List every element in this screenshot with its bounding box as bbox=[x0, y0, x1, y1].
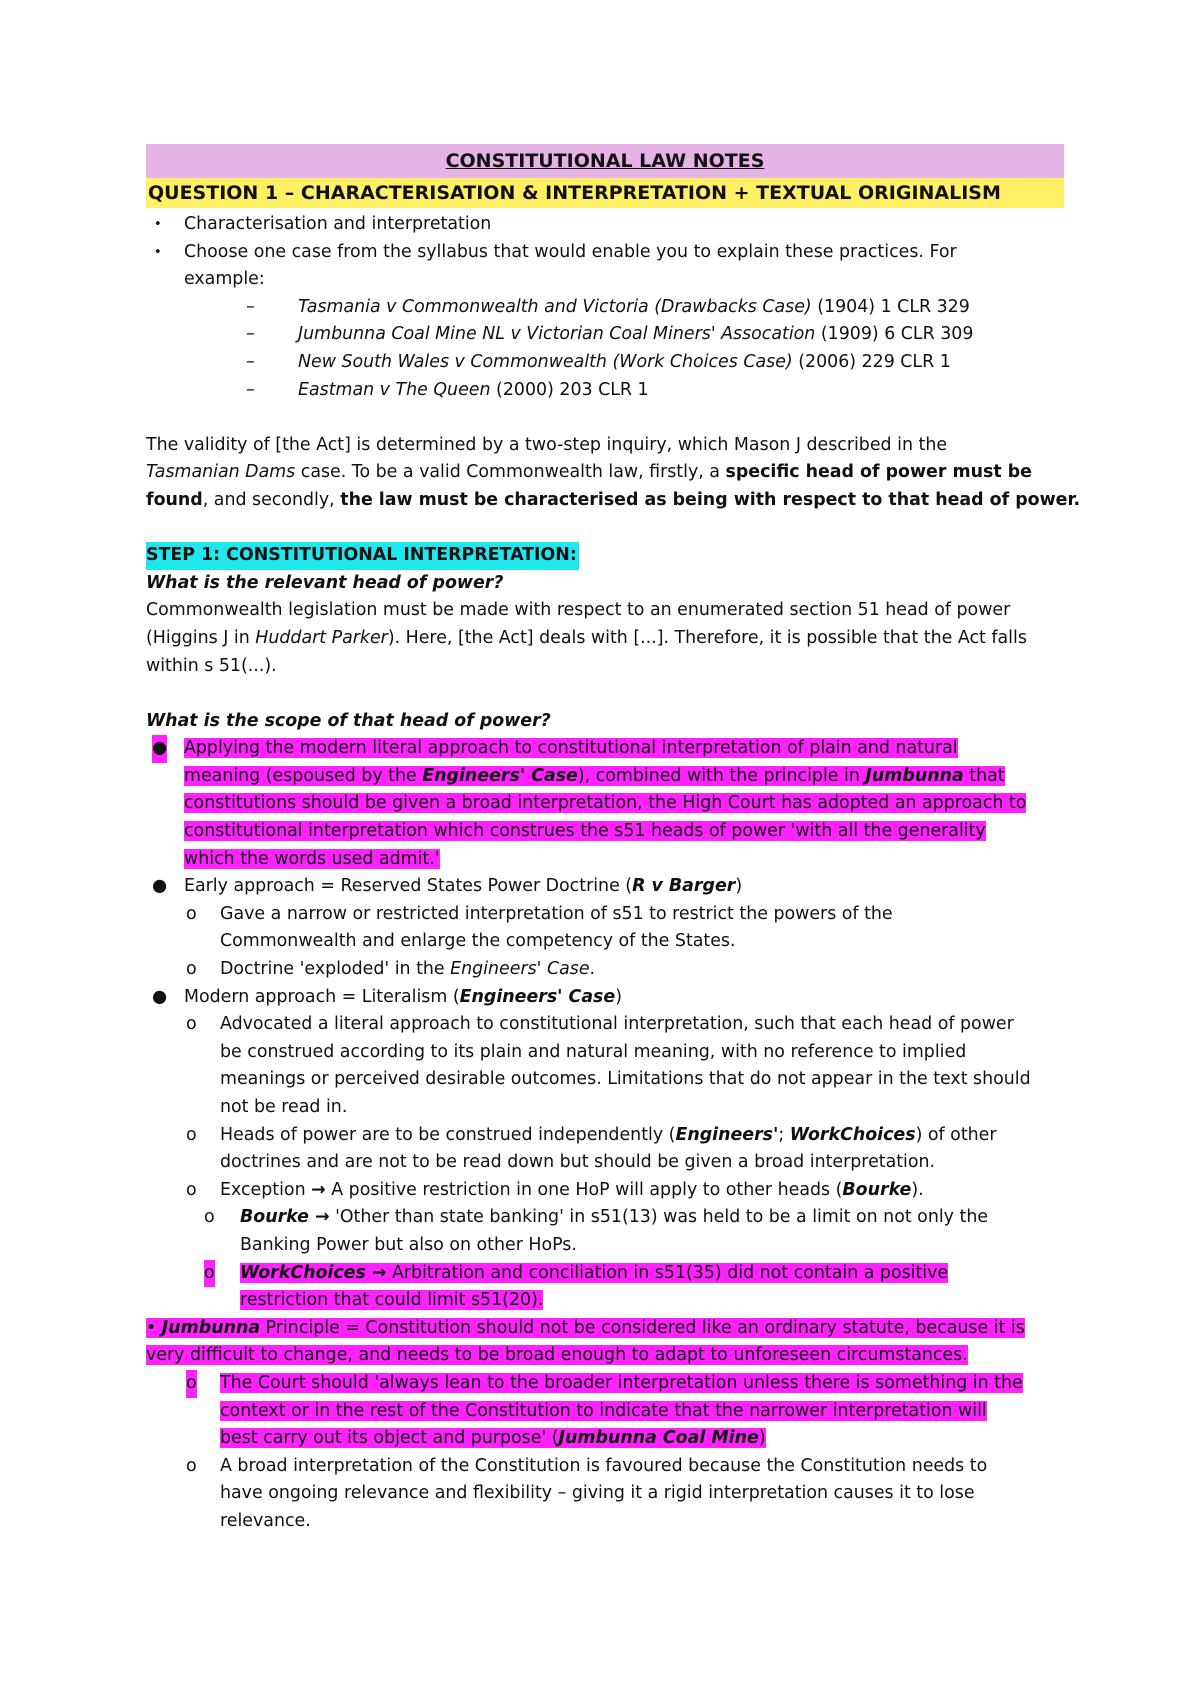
sub-bullet-item: o Doctrine 'exploded' in the Engineers' Case. bbox=[146, 956, 1064, 984]
case-name: Tasmania v Commonwealth and Victoria (Drawbacks Case) bbox=[298, 296, 812, 317]
bullet-item: ● Modern approach = Literalism (Engineers' Case) bbox=[146, 984, 1064, 1012]
arrow-right-icon: → bbox=[365, 1262, 387, 1283]
bullet-icon: ● bbox=[152, 876, 168, 897]
sub-bullet-item: o Gave a narrow or restricted interpretation of s51 to restrict the powers of the bbox=[146, 901, 1064, 929]
case-item bbox=[146, 321, 1064, 349]
document-title: CONSTITUTIONAL LAW NOTES bbox=[146, 144, 1064, 178]
subheading-scope: What is the scope of that head of power? bbox=[146, 710, 551, 731]
case-item bbox=[146, 349, 1064, 377]
dash-icon: – bbox=[246, 296, 255, 317]
bullet-continuation: example: bbox=[184, 269, 265, 290]
dash-icon: – bbox=[246, 324, 255, 345]
circle-bullet-icon: o bbox=[186, 1179, 197, 1200]
arrow-right-icon: → bbox=[311, 1179, 326, 1200]
highlighted-bullet: ● Applying the modern literal approach to constitutional interpretation of plain and natural bbox=[146, 735, 1064, 763]
case-citation: (1904) 1 CLR 329 bbox=[811, 296, 970, 317]
circle-bullet-icon: o bbox=[204, 1207, 215, 1228]
question-heading: QUESTION 1 – CHARACTERISATION & INTERPRETATION + TEXTUAL ORIGINALISM bbox=[146, 178, 1064, 208]
case-name: Eastman v The Queen bbox=[298, 379, 491, 400]
circle-bullet-icon: o bbox=[186, 1124, 197, 1145]
bullet-item: • Characterisation and interpretation bbox=[146, 211, 1064, 239]
bullet-icon: • bbox=[146, 1317, 162, 1338]
highlighted-bullet: • Jumbunna Principle = Constitution should not be considered like an ordinary statute, because it is bbox=[146, 1317, 1025, 1338]
dash-icon: – bbox=[246, 351, 255, 372]
bullet-icon: ● bbox=[152, 735, 167, 763]
sub-bullet-item: o Heads of power are to be construed independently (Engineers'; WorkChoices) of other bbox=[146, 1122, 1064, 1150]
document-body: CONSTITUTIONAL LAW NOTES QUESTION 1 – CHARACTERISATION & INTERPRETATION + TEXTUAL ORIGINALISM • Characterisation and interpretation • Choose one case from the syllabus that would enable you to explain these practices. For example: – Tasmania v Commonwealth and Victoria (Drawbacks Case) (1904) 1 CLR 329 – Jumbunna Coal Mine NL v Victorian Coal Miners' Assocation (1909) 6 CLR 309 – New South Wales v Commonwealth (Work Choices Case) (2006) 229 CLR 1 – Eastman v The Queen (2000) 203 CLR 1 The validity of [the Act] is determined by a two-step inquiry, which Mason J described in the Tasmanian Dams case. To be a valid Commonwealth law, firstly, a specific head of power must be found, and secondly, the law must be characterised as being with respect to that head of power. STEP 1: CONSTITUTIONAL INTERPRETATION: What is the relevant head of power? Commonwealth legislation must be made with respect to an enumerated section 51 head of power (Higgins J in Huddart Parker). Here, [the Act] deals with [...]. Therefore, it is possible that the Act falls within s 51(...). What is the scope of that head of power? ● Applying the modern literal approach to constitutional interpretation of plain and natural meaning (espoused by the Engineers' Case), combined with the principle in Jumbunna that constitutions should be given a broad interpretation, the High Court has adopted an approach to constitutional interpretation which construes the s51 heads of power 'with all the generality which the words used admit.' ● Early approach = Reserved States Power Doctrine (R v Barger) o Gave a narrow or restricted interpretation of s51 to restrict the powers of the Commonwealth and enlarge the competency of the States. o Doctrine 'exploded' in the Engineers' Case. ● Modern approach = Literalism (Engineers' Case) o Advocated a literal approach to constitutional interpretation, such that each head of power be construed according to its plain and natural meaning, with no reference to implied meanings or perceived desirable outcomes. Limitations that do not appear in the text should not be read in. o Heads of power are to be construed independently (Engineers'; WorkChoices) of other doctrines and are not to be read down but should be given a broad interpretation. o Exception → A positive restriction in one HoP will apply to other heads (Bourke). o Bourke → 'Other than state banking' in s51(13) was held to be a limit on not only the Banking Power but also on other HoPs. o WorkChoices → Arbitration and conciliation in s51(35) did not contain a positive restriction that could limit s51(20). • Jumbunna Principle = Constitution should not be considered like an ordinary statute, because it is very difficult to change, and needs to be broad enough to adapt to unforeseen circumstances. o The Court should 'always lean to the broader interpretation unless there is something in the context or in the rest of the Constitution to indicate that the narrower interpretation will best carry out its object and purpose' (Jumbunna Coal Mine) o A broad interpretation of the Constitution is favoured because the Constitution needs to have ongoing relevance and flexibility – giving it a rigid interpretation causes it to lose relevance. bbox=[146, 144, 1064, 1536]
case-item bbox=[146, 294, 1064, 322]
bullet-icon: • bbox=[154, 217, 162, 232]
sub-sub-bullet-item-highlighted: o WorkChoices → Arbitration and conciliation in s51(35) did not contain a positive bbox=[146, 1260, 1064, 1288]
step-heading: STEP 1: CONSTITUTIONAL INTERPRETATION: bbox=[146, 542, 579, 570]
sub-bullet-item: o A broad interpretation of the Constitution is favoured because the Constitution needs to bbox=[146, 1453, 1064, 1481]
bullet-item: • Choose one case from the syllabus that would enable you to explain these practices. For bbox=[146, 239, 1064, 267]
bullet-icon: ● bbox=[152, 986, 168, 1007]
circle-bullet-icon: o bbox=[204, 1260, 215, 1288]
case-name: Jumbunna Coal Mine NL v Victorian Coal Miners' Assocation bbox=[298, 324, 816, 345]
sub-bullet-item-highlighted: o The Court should 'always lean to the broader interpretation unless there is something in the bbox=[146, 1370, 1064, 1398]
sub-bullet-item: o Advocated a literal approach to constitutional interpretation, such that each head of power bbox=[146, 1011, 1064, 1039]
bullet-item: ● Early approach = Reserved States Power Doctrine (R v Barger) bbox=[146, 873, 1064, 901]
circle-bullet-icon: o bbox=[186, 1455, 197, 1476]
case-item bbox=[146, 377, 1064, 405]
arrow-right-icon: → bbox=[308, 1207, 330, 1228]
case-name: New South Wales v Commonwealth (Work Choices Case) bbox=[298, 351, 793, 372]
sub-bullet-item: o Exception → A positive restriction in one HoP will apply to other heads (Bourke). bbox=[146, 1177, 1064, 1205]
dash-icon: – bbox=[246, 379, 255, 400]
case-citation: (1909) 6 CLR 309 bbox=[815, 324, 974, 345]
circle-bullet-icon: o bbox=[186, 1370, 197, 1398]
subheading-relevant-head: What is the relevant head of power? bbox=[146, 572, 504, 593]
case-citation: (2006) 229 CLR 1 bbox=[792, 351, 951, 372]
intro-paragraph: The validity of [the Act] is determined by a two-step inquiry, which Mason J described in the Tasmanian Dams case. To be a valid Commonwealth law, firstly, a specific head of power must be found, and secondly, the law must be characterised as being with respect to that head of power. bbox=[146, 434, 1081, 510]
circle-bullet-icon: o bbox=[186, 1014, 197, 1035]
circle-bullet-icon: o bbox=[186, 959, 197, 980]
bullet-icon: • bbox=[154, 244, 162, 260]
case-citation: (2000) 203 CLR 1 bbox=[490, 379, 649, 400]
sub-sub-bullet-item: o Bourke → 'Other than state banking' in s51(13) was held to be a limit on not only the bbox=[146, 1204, 1064, 1232]
circle-bullet-icon: o bbox=[186, 903, 197, 924]
